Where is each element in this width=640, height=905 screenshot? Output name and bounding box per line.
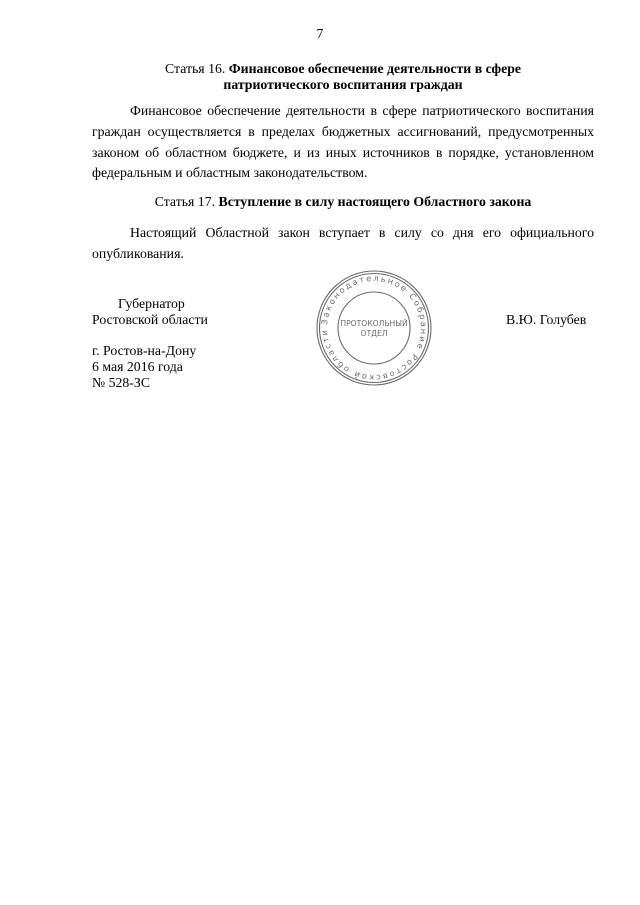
stamp-ring-text: Законодательное Собрание Ростовской области	[318, 272, 430, 384]
page-number: 7	[316, 26, 324, 41]
signature-name: В.Ю. Голубев	[506, 312, 587, 327]
stamp-center-line2: ОТДЕЛ	[360, 329, 388, 338]
stamp-inner-ring	[338, 292, 410, 364]
article-17-title: Вступление в силу настоящего Областного закона	[218, 194, 532, 209]
footer-number: № 528-ЗС	[92, 375, 151, 390]
article-16-heading	[92, 61, 594, 93]
signature-position-line1: Губернатор	[118, 296, 185, 311]
article-17-prefix: Статья 17.	[154, 194, 219, 209]
stamp-outer-ring	[317, 271, 431, 385]
stamp-seal	[314, 268, 434, 388]
article-17-heading	[92, 194, 594, 210]
article-16-text: Финансовое обеспечение деятельности в сфере патриотического воспитания граждан осуществляется в пределах бюджетных ассигнований, предусмотренных законом об областном бюджете, и из иных источников в порядке, установленном федеральным и областным законодательством.	[92, 103, 594, 181]
stamp-center-line1: ПРОТОКОЛЬНЫЙ	[340, 319, 408, 328]
article-16-title-line2: патриотического воспитания граждан	[223, 77, 463, 92]
article-16-title-line1: Финансовое обеспечение деятельности в сфере	[228, 61, 521, 76]
footer-city: г. Ростов-на-Дону	[92, 343, 197, 358]
signature-position-line2: Ростовской области	[92, 312, 208, 327]
article-17-text: Настоящий Областной закон вступает в силу со дня его официального опубликования.	[92, 225, 594, 261]
article-16-prefix: Статья 16.	[164, 61, 229, 76]
official-stamp	[314, 268, 434, 388]
footer-date: 6 мая 2016 года	[92, 359, 183, 374]
